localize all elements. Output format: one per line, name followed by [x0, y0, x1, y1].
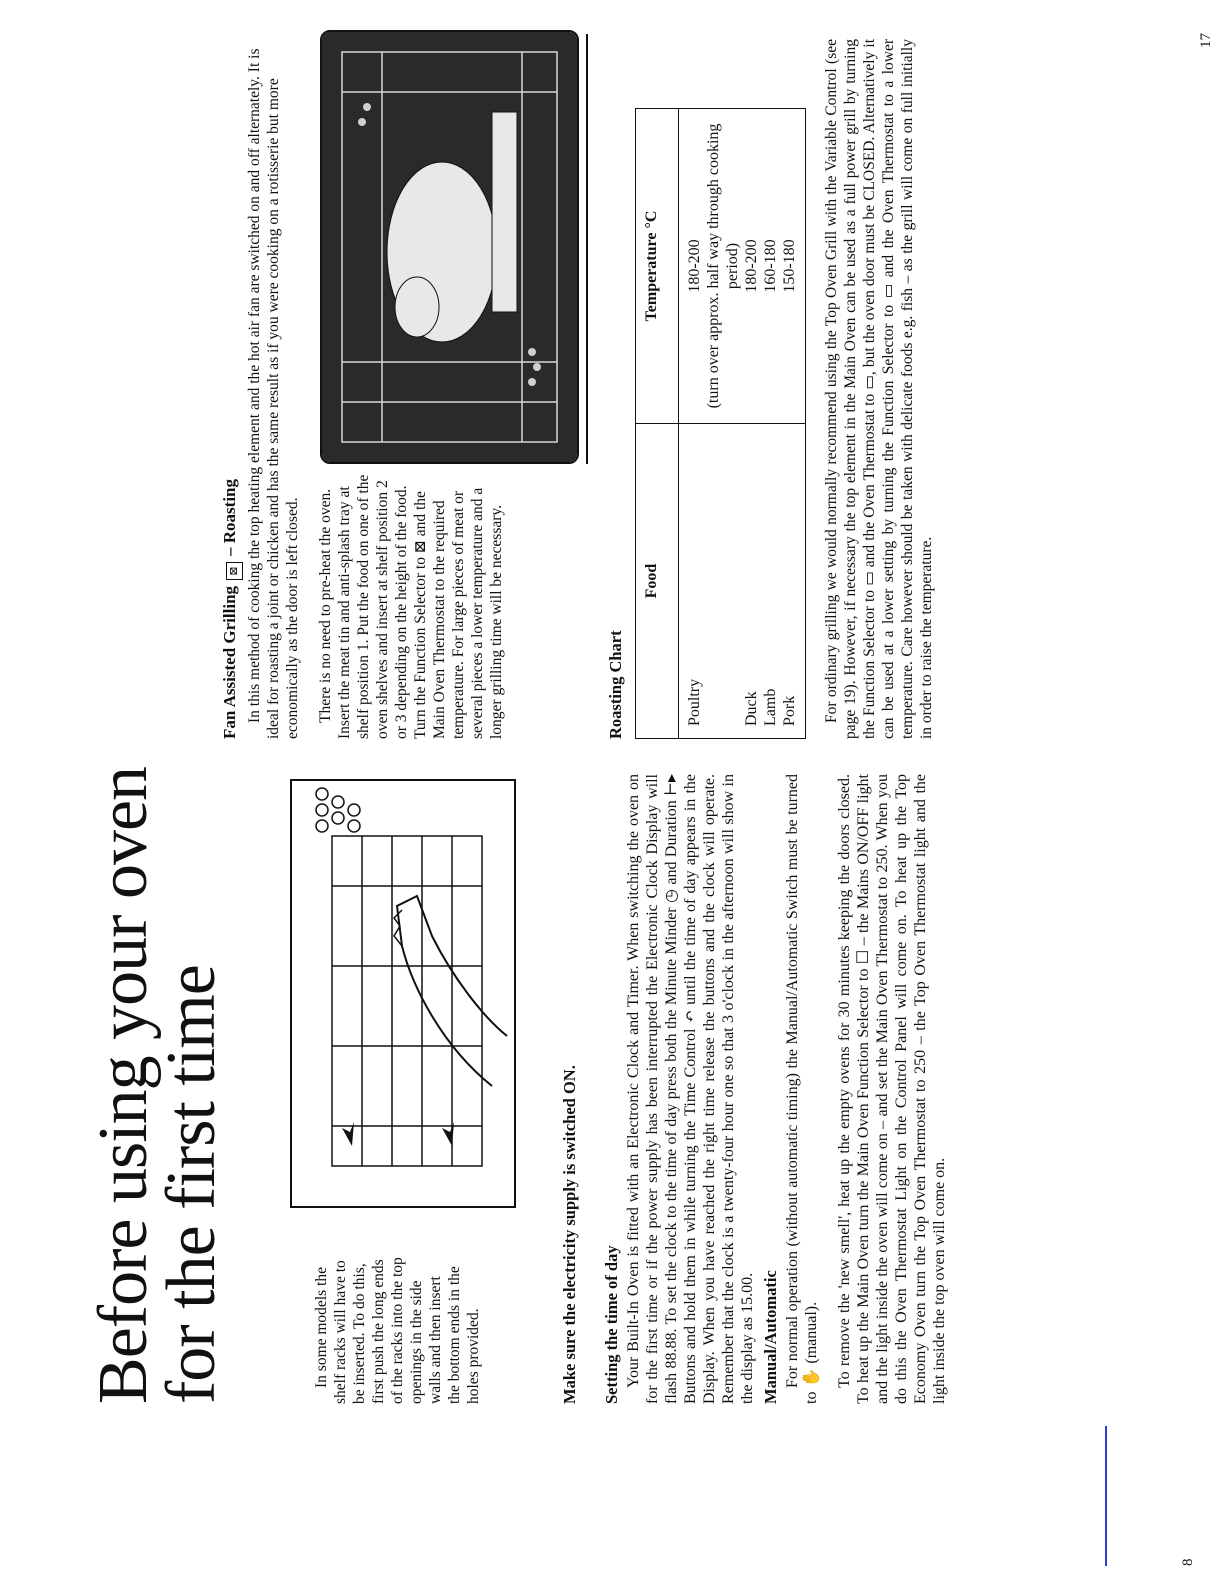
time-heading: Setting the time of day	[602, 1245, 621, 1404]
table-row	[679, 109, 806, 739]
grilling-block	[822, 39, 936, 739]
manual-text: For normal operation (without automatic timing) the Manual/Automatic Switch must be turned to ✋ (manual).	[784, 774, 820, 1404]
roasting-illustration	[320, 30, 579, 464]
title-line-1: Before using your oven	[85, 766, 162, 1404]
intro-block	[245, 39, 302, 739]
page-number-left: 8	[1180, 1558, 1196, 1566]
time-text: Your Built-In Oven is fitted with an Electronic Clock and Timer. When switching the oven on for the first time or if the power supply has been interrupted the Electronic Clock Display will flash 88.88. To set the clock to the time of day press both the Minute Minder ◷ and Duration ⊢▸ Buttons and hold them in while turning the Time Control ↶ until the time of day appears in the Display. When you have reached the right time release the buttons and the clock will operate. Remember that the clock is a twenty-four hour one so that 3 o'clock in the afternoon will show in the display as 15.00.	[625, 774, 756, 1404]
shelf-rack-illustration	[290, 779, 516, 1208]
grilling-text: For ordinary grilling we would normally recommend using the Top Oven Grill with the Variable Control (see page 19). However, if necessary the top element in the Main Oven can be used as a full power grill by turning the Function Selector to ▭ and the Oven Thermostat to ▭, but the oven door must be CLOSED. Alternatively it can be used at a lower setting by turning the Function Selector to ▭ and the Oven Thermostat to a lower temperature. Care however should be taken with delicate foods e.g. fish – as the grill will come on full initially in order to raise the temperature.	[823, 39, 935, 739]
food-poultry: Poultry	[686, 678, 703, 726]
fan-grill-heading-suffix: – Roasting	[220, 478, 239, 556]
temp-poultry-note: (turn over approx. half way through cooking period)	[705, 123, 741, 409]
shelf-rack-drawing	[292, 781, 514, 1206]
header-temperature: Temperature °C	[636, 109, 679, 424]
chart-title: Roasting Chart	[606, 630, 625, 739]
title-line-2: for the first time	[153, 965, 230, 1404]
right-heading	[220, 39, 243, 739]
scan-edge-mark	[1105, 1426, 1107, 1566]
temp-duck: 180-200	[743, 239, 760, 293]
header-food: Food	[636, 424, 679, 739]
roasting-chart	[635, 108, 806, 739]
food-duck: Duck	[743, 691, 760, 726]
fan-grill-heading: Fan Assisted Grilling	[220, 585, 239, 739]
figure-rule	[586, 34, 588, 464]
new-smell-text: To remove the 'new smell', heat up the empty ovens for 30 minutes keeping the doors closed. To heat up the Main Oven turn the Main Oven Function Selector to ☐ – the Mains ON/OFF light and the light inside the oven will come on – and set the Main Oven Thermostat to 250. When you do this the Oven Thermostat Light on the Control Panel will come on. To heat up the Top Economy Oven turn the Top Oven Thermostat to 250 – the Top Oven Thermostat light and the light inside the top oven will come on.	[836, 774, 948, 1404]
intro-text: In this method of cooking the top heating element and the hot air fan are switched on and off alternately. It is ideal for roasting a joint or chicken and has the same result as if you were cooking on a rotisserie but more economically as the door is left closed.	[246, 48, 301, 739]
food-lamb: Lamb	[762, 688, 779, 726]
temp-lamb: 160-180	[762, 239, 779, 293]
fan-grill-icon: ⊠	[226, 562, 243, 580]
temp-pork: 150-180	[781, 239, 798, 293]
left-body	[560, 774, 949, 1404]
table-header-row	[636, 109, 679, 739]
temp-poultry: 180-200	[686, 239, 703, 293]
electricity-heading: Make sure the electricity supply is switched ON.	[560, 1065, 579, 1404]
shelf-note	[312, 1254, 483, 1404]
page-title	[85, 644, 230, 1404]
roasting-drawing	[322, 32, 577, 462]
preheat-block	[316, 474, 506, 739]
shelf-note-text: In some models the shelf racks will have to be inserted. To do this, first push the long ends of the racks into the top openings in the side walls and then insert the bottom ends in the holes provided.	[313, 1257, 482, 1404]
food-pork: Pork	[781, 695, 798, 726]
roasting-table	[635, 108, 806, 739]
preheat-text: There is no need to pre-heat the oven. Insert the meat tin and anti-splash tray at shelf position 1. Put the food on one of the oven shelves and insert at shelf position 2 or 3 depending on the height of the food. Turn the Function Selector to ⊠ and the Main Oven Thermostat to the required temperature. For large pieces of meat or several pieces a lower temperature and a longer grilling time will be necessary.	[317, 474, 505, 739]
manual-heading: Manual/Automatic	[761, 1270, 780, 1404]
page-number-right: 17	[1198, 33, 1214, 48]
